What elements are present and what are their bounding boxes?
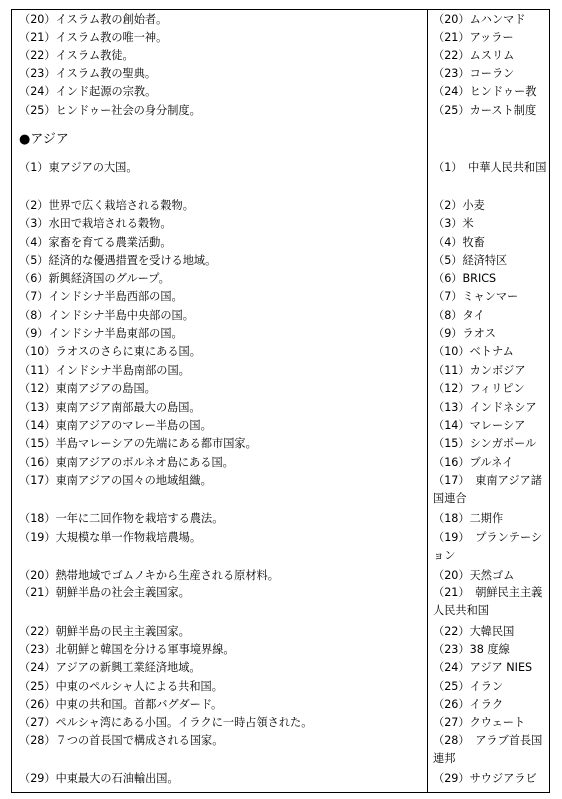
answer-text: （14）マレーシア bbox=[433, 419, 526, 432]
question-text: （1）東アジアの大国。 bbox=[19, 161, 138, 174]
question-text: （7）インドシナ半島西部の国。 bbox=[19, 290, 183, 303]
answer-text: （17） 東南アジア諸国連合 bbox=[433, 474, 542, 506]
section-heading-asia: ●アジア bbox=[19, 132, 69, 147]
answer-text: （24）アジア NIES bbox=[433, 661, 533, 674]
question-text: （23）イスラム教の聖典。 bbox=[19, 67, 157, 80]
question-text: （24）インド起源の宗教。 bbox=[19, 85, 157, 98]
question-text: （21）朝鮮半島の社会主義国家。 bbox=[19, 586, 190, 599]
answer-text: （3）米 bbox=[433, 217, 474, 230]
question-text: （17）東南アジアの国々の地域組織。 bbox=[19, 474, 212, 487]
answer-text: （22）ムスリム bbox=[433, 49, 515, 62]
answer-text: （9）ラオス bbox=[433, 327, 496, 340]
answer-text: （21） 朝鮮民主主義人民共和国 bbox=[433, 586, 543, 618]
question-text: （21）イスラム教の唯一神。 bbox=[19, 31, 168, 44]
question-text: （19）大規模な単一作物栽培農場。 bbox=[19, 531, 202, 544]
answer-text: （27）クウェート bbox=[433, 716, 526, 729]
question-text: （14）東南アジアのマレー半島の国。 bbox=[19, 419, 212, 432]
question-text: （22）イスラム教徒。 bbox=[19, 49, 134, 62]
answer-text: （20）ムハンマド bbox=[433, 13, 526, 26]
answer-text: （12）フィリピン bbox=[433, 382, 525, 395]
answer-text: （29）サウジアラビ bbox=[433, 772, 537, 785]
answer-text: （23）38 度線 bbox=[433, 643, 510, 656]
answer-text: （18）二期作 bbox=[433, 512, 504, 525]
question-text: （26）中東の共和国。首都バグダード。 bbox=[19, 698, 223, 711]
answer-text: （23）コーラン bbox=[433, 67, 515, 80]
question-text: （18）一年に二回作物を栽培する農法。 bbox=[19, 512, 224, 525]
answer-text: （25）イラン bbox=[433, 680, 504, 693]
question-text: （13）東南アジア南部最大の島国。 bbox=[19, 401, 201, 414]
question-text: （3）水田で栽培される穀物。 bbox=[19, 217, 172, 230]
question-text: （15）半島マレーシアの先端にある都市国家。 bbox=[19, 437, 257, 450]
answer-text: （2）小麦 bbox=[433, 199, 485, 212]
question-text: （22）朝鮮半島の民主主義国家。 bbox=[19, 625, 190, 638]
question-text: （6）新興経済国のグループ。 bbox=[19, 272, 170, 285]
answer-text: （8）タイ bbox=[433, 309, 485, 322]
question-text: （9）インドシナ半島東部の国。 bbox=[19, 327, 183, 340]
question-text: （4）家畜を育てる農業活動。 bbox=[19, 236, 172, 249]
question-text: （16）東南アジアのボルネオ島にある国。 bbox=[19, 456, 234, 469]
answer-text: （22）大韓民国 bbox=[433, 625, 515, 638]
column-divider bbox=[427, 10, 428, 792]
answer-text: （25）カースト制度 bbox=[433, 104, 537, 117]
answer-text: （16）ブルネイ bbox=[433, 456, 514, 469]
answer-text: （4）牧畜 bbox=[433, 236, 485, 249]
answer-text: （26）イラク bbox=[433, 698, 504, 711]
question-text: （11）インドシナ半島南部の国。 bbox=[19, 364, 190, 377]
question-text: （27）ペルシャ湾にある小国。イラクに一時占領された。 bbox=[19, 716, 313, 729]
question-text: （10）ラオスのさらに東にある国。 bbox=[19, 345, 201, 358]
question-text: （8）インドシナ半島中央部の国。 bbox=[19, 309, 194, 322]
question-text: （2）世界で広く栽培される穀物。 bbox=[19, 199, 194, 212]
answer-text: （13）インドネシア bbox=[433, 401, 537, 414]
question-text: （20）熱帯地域でゴムノキから生産される原材料。 bbox=[19, 569, 279, 582]
answer-text: （6）BRICS bbox=[433, 272, 497, 285]
question-text: （25）中東のペルシャ人による共和国。 bbox=[19, 680, 223, 693]
answer-text: （5）経済特区 bbox=[433, 254, 508, 267]
question-text: （28）７つの首長国で構成される国家。 bbox=[19, 734, 224, 747]
worksheet-table bbox=[11, 9, 550, 793]
answer-text: （24）ヒンドゥー教 bbox=[433, 85, 537, 98]
answer-text: （20）天然ゴム bbox=[433, 569, 515, 582]
answer-text: （1） 中華人民共和国 bbox=[433, 161, 547, 174]
answer-text: （19） プランテーション bbox=[433, 531, 543, 563]
question-text: （5）経済的な優遇措置を受ける地域。 bbox=[19, 254, 217, 267]
question-text: （25）ヒンドゥー社会の身分制度。 bbox=[19, 104, 201, 117]
answer-text: （11）カンボジア bbox=[433, 364, 526, 377]
question-text: （23）北朝鮮と韓国を分ける軍事境界線。 bbox=[19, 643, 235, 656]
answer-text: （15）シンガポール bbox=[433, 437, 537, 450]
question-text: （12）東南アジアの島国。 bbox=[19, 382, 156, 395]
answer-text: （10）ベトナム bbox=[433, 345, 514, 358]
question-text: （20）イスラム教の創始者。 bbox=[19, 13, 168, 26]
answer-text: （21）アッラー bbox=[433, 31, 514, 44]
answer-text: （7）ミャンマー bbox=[433, 290, 519, 303]
question-text: （29）中東最大の石油輸出国。 bbox=[19, 772, 179, 785]
answer-text: （28） アラブ首長国連邦 bbox=[433, 734, 543, 766]
question-text: （24）アジアの新興工業経済地域。 bbox=[19, 661, 201, 674]
